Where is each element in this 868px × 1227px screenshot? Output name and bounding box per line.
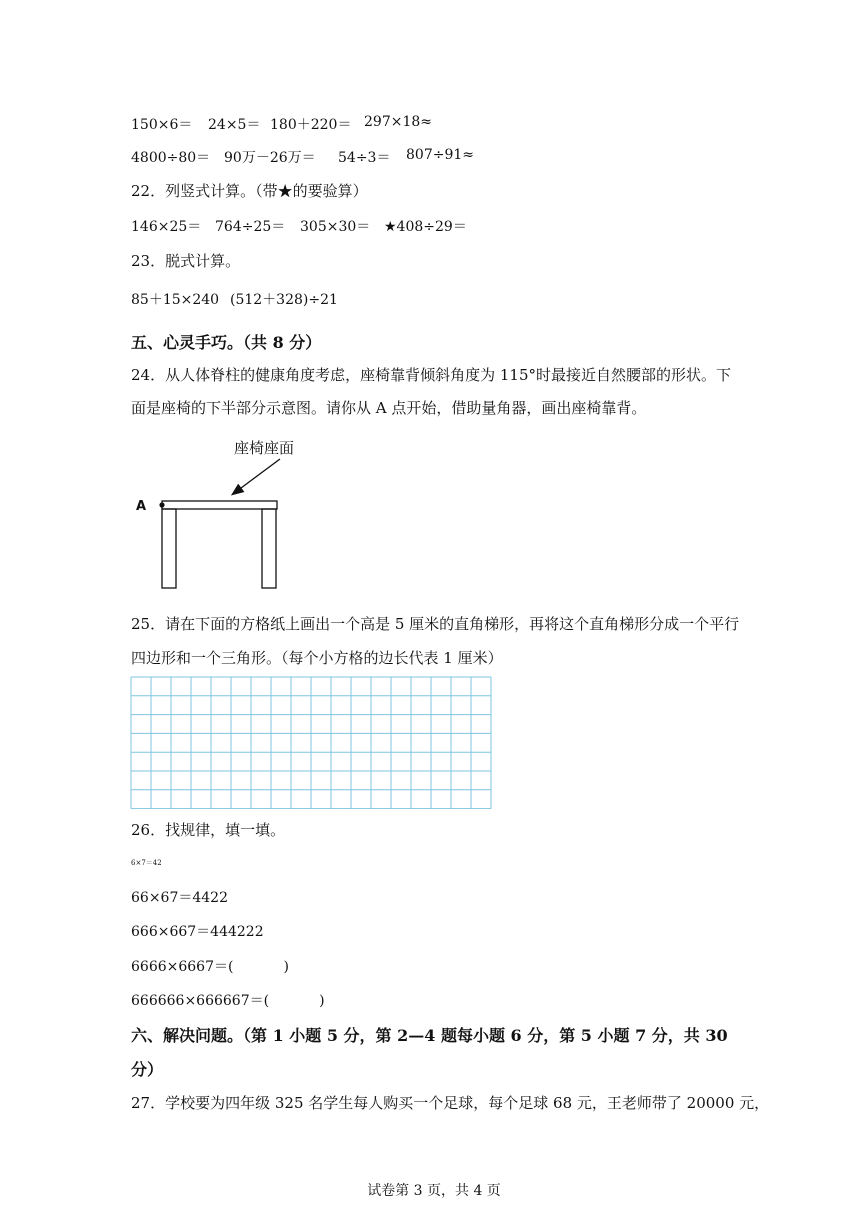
q21-r2-item2: 90万－26万＝ bbox=[224, 150, 316, 166]
chair-leg-right bbox=[262, 509, 276, 588]
q26-eq0: 6×7＝42 bbox=[131, 859, 162, 867]
q22-item3: 305×30＝ bbox=[300, 219, 371, 235]
q26-eq3-suffix: ) bbox=[283, 959, 289, 975]
q23-item1: 85＋15×240 bbox=[131, 292, 220, 308]
q25-line2: 四边形和一个三角形。（每个小方格的边长代表 1 厘米） bbox=[131, 649, 503, 667]
q26-title: 26．找规律，填一填。 bbox=[131, 821, 286, 839]
grid-paper[interactable] bbox=[130, 676, 493, 809]
q25-line1: 25．请在下面的方格纸上画出一个高是 5 厘米的直角梯形，再将这个直角梯形分成一个平行 bbox=[131, 615, 740, 633]
page-footer: 试卷第 3 页，共 4 页 bbox=[367, 1183, 501, 1199]
chair-leg-left bbox=[162, 509, 176, 588]
q21-r2-item3: 54÷3＝ bbox=[338, 150, 391, 166]
chair-seat bbox=[162, 501, 277, 509]
section6-heading-line2: 分） bbox=[131, 1060, 164, 1079]
q23-item2: (512＋328)÷21 bbox=[230, 292, 338, 308]
section6-heading-line1: 六、解决问题。（第 1 小题 5 分，第 2—4 题每小题 6 分，第 5 小题 7 分，共 30 bbox=[131, 1026, 728, 1045]
q21-r1-item3: 180＋220＝ bbox=[270, 117, 352, 133]
q26-eq4-suffix: ) bbox=[319, 993, 325, 1009]
q26-eq3 bbox=[131, 956, 289, 976]
section5-heading: 五、心灵手巧。（共 8 分） bbox=[131, 333, 322, 352]
q26-eq3-prefix: 6666×6667＝( bbox=[131, 959, 234, 975]
q26-eq4 bbox=[131, 990, 325, 1010]
q21-r2-item4: 807÷91≈ bbox=[406, 147, 474, 163]
q27-line1: 27．学校要为四年级 325 名学生每人购买一个足球，每个足球 68 元，王老师带了 20000 元， bbox=[131, 1094, 770, 1112]
q26-eq2: 666×667＝444222 bbox=[131, 924, 264, 940]
q21-r1-item1: 150×6＝ bbox=[131, 117, 193, 133]
q21-r2-item1: 4800÷80＝ bbox=[131, 150, 211, 166]
q26-eq4-prefix: 666666×666667＝( bbox=[131, 993, 270, 1009]
q22-item4: ★408÷29＝ bbox=[384, 219, 467, 235]
q22-item2: 764÷25＝ bbox=[215, 219, 286, 235]
figure-label: 座椅座面 bbox=[234, 439, 295, 457]
point-label: A bbox=[136, 499, 147, 514]
chair-figure bbox=[130, 432, 330, 594]
q22-title: 22．列竖式计算。（带★的要验算） bbox=[131, 182, 368, 200]
q24-line2: 面是座椅的下半部分示意图。请你从 A 点开始，借助量角器，画出座椅靠背。 bbox=[131, 399, 647, 417]
q22-item1: 146×25＝ bbox=[131, 219, 202, 235]
q21-r1-item4: 297×18≈ bbox=[364, 114, 432, 130]
q26-eq1: 66×67＝4422 bbox=[131, 890, 228, 906]
q23-title: 23．脱式计算。 bbox=[131, 252, 241, 270]
q24-line1: 24．从人体脊柱的健康角度考虑，座椅靠背倾斜角度为 115°时最接近自然腰部的形状。下 bbox=[131, 366, 731, 384]
label-arrow bbox=[233, 459, 280, 494]
q21-r1-item2: 24×5＝ bbox=[208, 117, 261, 133]
